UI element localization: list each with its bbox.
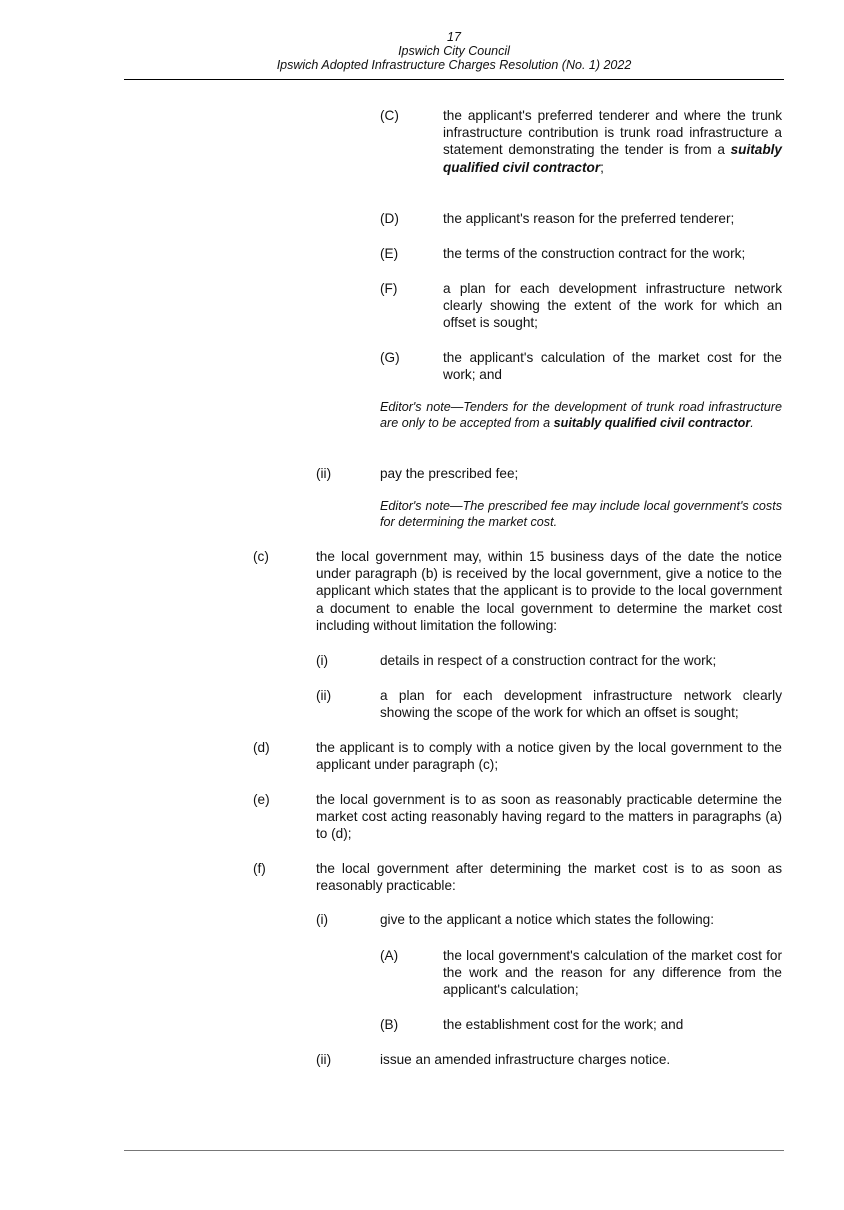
clause-text: a plan for each development infrastructure network clearly showing the extent of the work for which an offset is sought; [443,281,782,331]
clause-label: (e) [253,792,270,807]
clause-label: (E) [380,246,399,261]
editors-note: Editor's note—Tenders for the development of trunk road infrastructure are only to be accepted from a suitably qualified civil contractor. [380,400,782,430]
clause-text: details in respect of a construction contract for the work; [380,653,717,668]
clause-text: the local government after determining the market cost is to as soon as reasonably practicable: [316,861,782,894]
clause-label: (ii) [316,1052,332,1067]
clause-text: give to the applicant a notice which states the following: [380,912,715,927]
clause-label: (F) [380,281,398,296]
editors-note: Editor's note—The prescribed fee may include local government's costs for determining the market cost. [380,499,782,529]
clause-text: the applicant's calculation of the market cost for the work; and [443,350,782,383]
page-number: 17 [447,30,461,44]
clause-label: (G) [380,350,400,365]
footer-divider [124,1150,784,1151]
running-header [124,30,784,72]
document-title: Ipswich Adopted Infrastructure Charges Resolution (No. 1) 2022 [276,58,632,72]
clause-label: (C) [380,108,399,123]
clause-text: the local government's calculation of the market cost for the work and the reason for any difference from the applicant's calculation; [443,948,782,998]
clause-label: (c) [253,549,269,564]
clause-label: (d) [253,740,270,755]
clause-label: (ii) [316,466,332,481]
clause-text: the establishment cost for the work; and [443,1017,684,1032]
clause-text: the local government is to as soon as reasonably practicable determine the market cost acting reasonably having regard to the matters in paragraphs (a) to (d); [316,792,782,842]
clause-label: (f) [253,861,266,876]
clause-label: (B) [380,1017,399,1032]
clause-text: the terms of the construction contract for the work; [443,246,746,261]
clause-text: pay the prescribed fee; [380,466,519,481]
clause-label: (A) [380,948,399,963]
clause-text: issue an amended infrastructure charges notice. [380,1052,671,1067]
clause-text: the applicant's preferred tenderer and where the trunk infrastructure contribution is trunk road infrastructure a statement demonstrating the tender is from a suitably qualified civil contractor; [443,108,782,175]
clause-text: the applicant's reason for the preferred tenderer; [443,211,735,226]
clause-label: (D) [380,211,399,226]
clause-text: the applicant is to comply with a notice given by the local government to the applicant under paragraph (c); [316,740,782,773]
defined-term: suitably qualified civil contractor [553,415,751,430]
clause-text: the local government may, within 15 business days of the date the notice under paragraph (b) is received by the local government, give a notice to the applicant which states that the applicant is to provide to the local government a document to enable the local government to determine the market cost including without limitation the following: [316,549,782,633]
organisation-name: Ipswich City Council [398,44,510,58]
clause-label: (i) [316,653,329,668]
defined-term: suitably qualified civil contractor [443,142,782,175]
clause-text: a plan for each development infrastructure network clearly showing the scope of the work for which an offset is sought; [380,688,782,721]
header-divider [124,79,784,80]
clause-label: (ii) [316,688,332,703]
clause-label: (i) [316,912,329,927]
